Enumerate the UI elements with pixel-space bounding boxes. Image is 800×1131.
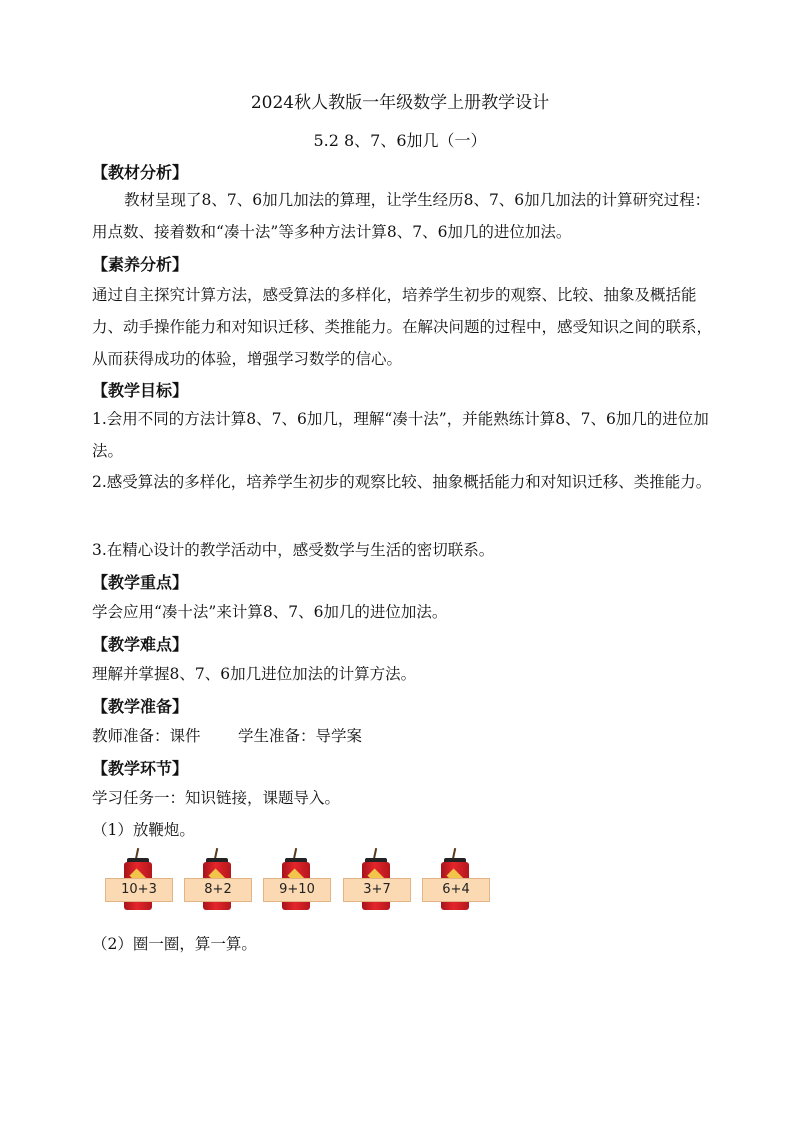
heading-process: 【教学环节】 [92,759,189,778]
firecracker-label: 3+7 [343,878,411,902]
task-one: 学习任务一：知识链接，课题导入。 [92,789,341,807]
firecracker-label: 9+10 [263,878,331,902]
heading-difficulties: 【教学难点】 [92,635,189,654]
heading-textbook-analysis: 【教材分析】 [92,163,189,182]
heading-literacy-analysis: 【素养分析】 [92,255,189,274]
literacy-analysis-body: 通过自主探究计算方法，感受算法的多样化，培养学生初步的观察、比较、抽象及概括能力、动手操作能力和对知识迁移、类推能力。在解决问题的过程中，感受知识之间的联系，从而获得成功的体验，增强学习数学的信心。 [92,286,713,368]
teacher-preparation: 教师准备：课件 [92,727,201,745]
step-circle-calculate: （2）圈一圈，算一算。 [92,935,257,953]
textbook-analysis-body: 教材呈现了8、7、6加几加法的算理，让学生经历8、7、6加几加法的计算研究过程：用点数、接着数和“凑十法”等多种方法计算8、7、6加几的进位加法。 [92,191,711,241]
heading-objectives: 【教学目标】 [92,381,189,400]
firecracker [422,848,490,912]
lesson-subtitle: 5.2 8、7、6加几（一） [313,131,487,150]
firecracker-label: 10+3 [105,878,173,902]
firecracker [263,848,331,912]
objective-item-1: 1.会用不同的方法计算8、7、6加几，理解“凑十法”，并能熟练计算8、7、6加几的进位加法。 [92,410,709,460]
firecracker [105,848,173,912]
step-firecrackers: （1）放鞭炮。 [92,821,195,839]
firecracker-label: 8+2 [184,878,252,902]
document-title: 2024秋人教版一年级数学上册教学设计 [250,93,550,113]
heading-key-points: 【教学重点】 [92,573,189,592]
objective-item-3: 3.在精心设计的教学活动中，感受数学与生活的密切联系。 [92,541,495,559]
firecracker-row [105,848,505,918]
student-preparation: 学生准备：导学案 [238,727,363,745]
difficulties-body: 理解并掌握8、7、6加几进位加法的计算方法。 [92,665,417,683]
firecracker [343,848,411,912]
heading-preparation: 【教学准备】 [92,697,189,716]
firecracker [184,848,252,912]
key-points-body: 学会应用“凑十法”来计算8、7、6加几的进位加法。 [92,603,448,621]
firecracker-label: 6+4 [422,878,490,902]
objective-item-2: 2.感受算法的多样化，培养学生初步的观察比较、抽象概括能力和对知识迁移、类推能力。 [92,473,712,491]
